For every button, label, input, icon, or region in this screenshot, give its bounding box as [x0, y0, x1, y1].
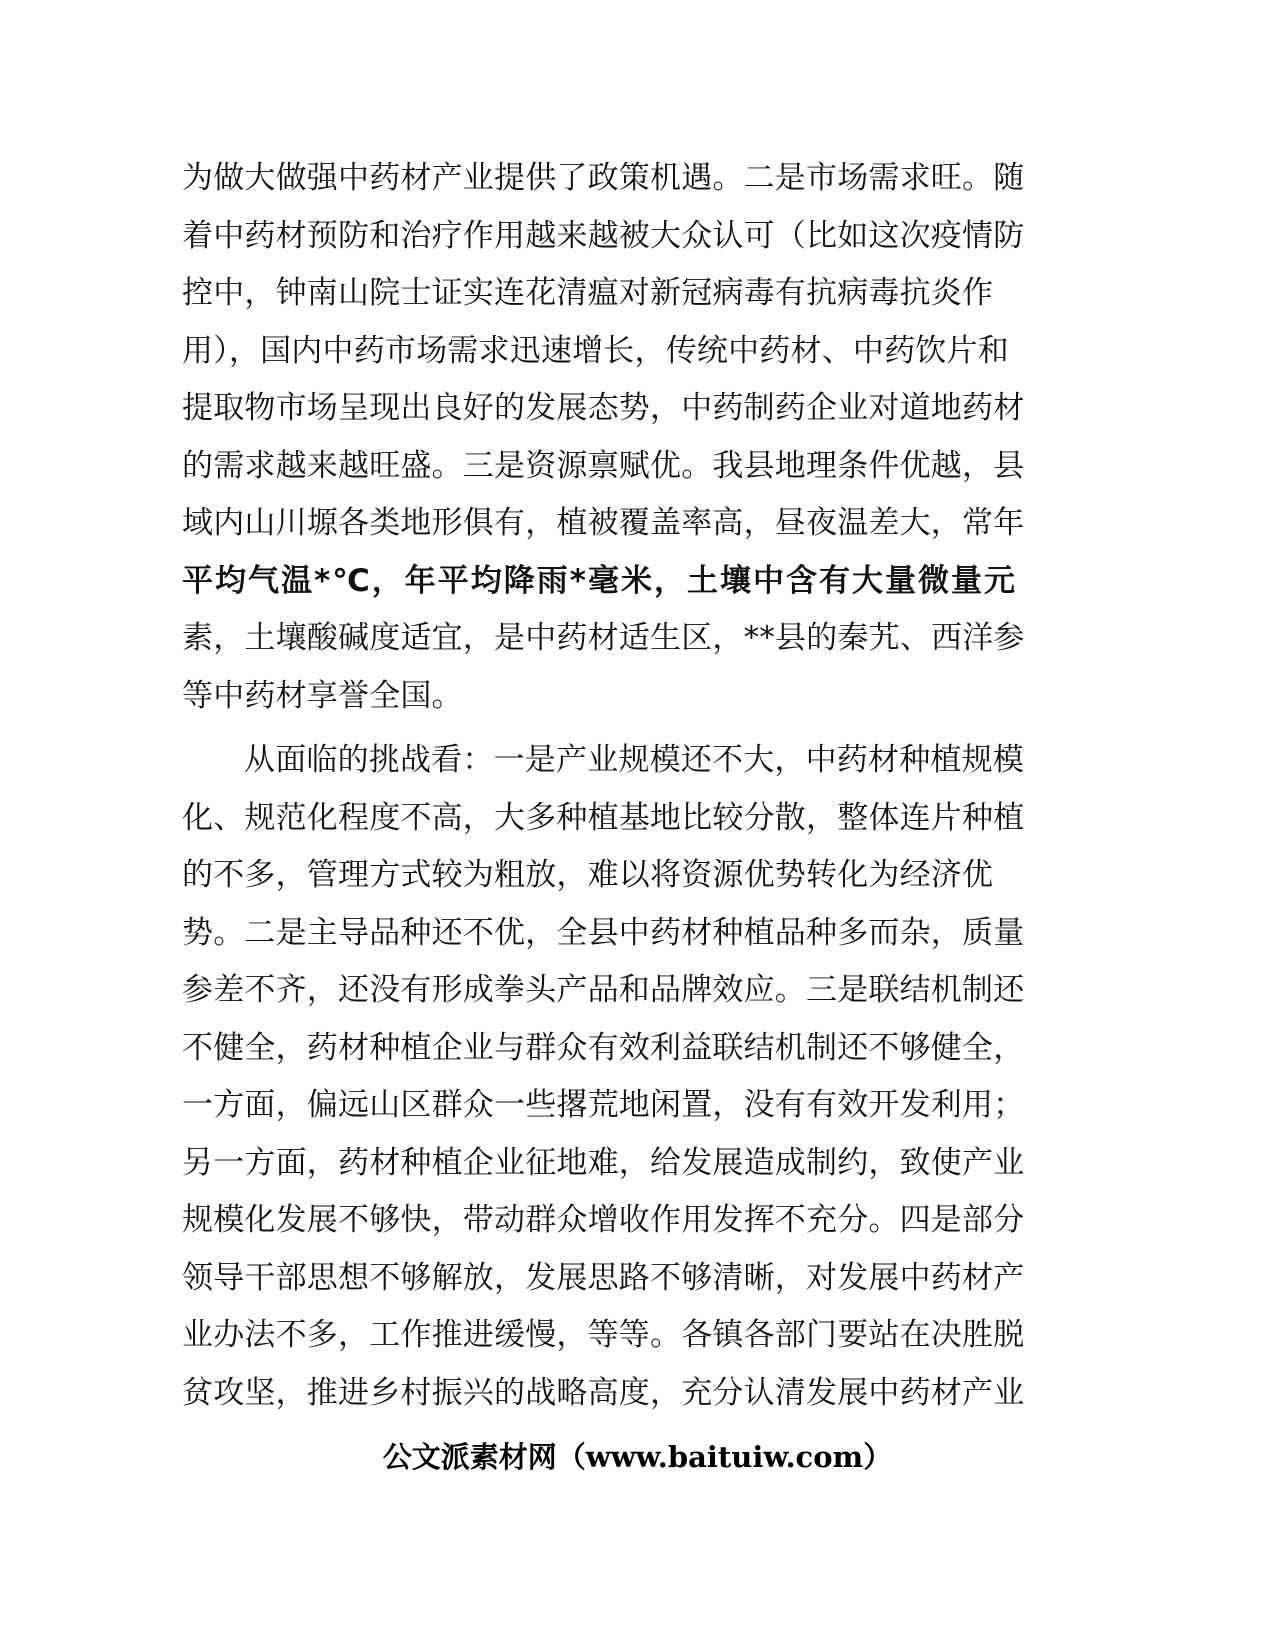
text-line: 的需求越来越旺盛。三是资源禀赋优。我县地理条件优越，县	[182, 447, 1025, 484]
text-line: 不健全，药材种植企业与群众有效利益联结机制还不够健全，	[182, 1029, 1025, 1066]
text-line: 为做大做强中药材产业提供了政策机遇。二是市场需求旺。随	[182, 160, 1025, 196]
paragraph	[182, 732, 1042, 1422]
text-line: 贫攻坚，推进乡村振兴的战略高度，充分认清发展中药材产业	[182, 1374, 1025, 1411]
text-line: 用），国内中药市场需求迅速增长，传统中药材、中药饮片和	[182, 332, 1009, 369]
text-line: 一方面，偏远山区群众一些撂荒地闲置，没有有效开发利用；	[182, 1087, 1025, 1123]
text-line: 势。二是主导品种还不优，全县中药材种植品种多而杂，质量	[182, 914, 1025, 951]
text-line: 另一方面，药材种植企业征地难，给发展造成制约，致使产业	[182, 1144, 1025, 1181]
text-line: 提取物市场呈现出良好的发展态势，中药制药企业对道地药材	[182, 390, 1025, 426]
text-line: 域内山川塬各类地形俱有，植被覆盖率高，昼夜温差大，常年	[182, 505, 1025, 541]
text-line: 化、规范化程度不高，大多种植基地比较分散，整体连片种植	[182, 799, 1025, 836]
footer-watermark: 公文派素材网（www.baituiw.com）	[382, 1440, 893, 1474]
text-line: 规模化发展不够快，带动群众增收作用发挥不充分。四是部分	[182, 1202, 1025, 1238]
text-line: 着中药材预防和治疗作用越来越被大众认可（比如这次疫情防	[182, 217, 1025, 254]
text-line: 参差不齐，还没有形成拳头产品和品牌效应。三是联结机制还	[182, 972, 1025, 1008]
text-line: 控中，钟南山院士证实连花清瘟对新冠病毒有抗病毒抗炎作	[182, 275, 994, 311]
text-line: 等中药材享誉全国。	[182, 677, 463, 714]
text-line: 的不多，管理方式较为粗放，难以将资源优势转化为经济优	[182, 857, 994, 893]
document-body	[182, 150, 1042, 1422]
text-line: 素，土壤酸碱度适宜，是中药材适生区，**县的秦艽、西洋参	[182, 620, 1025, 656]
text-line: 领导干部思想不够解放，发展思路不够清晰，对发展中药材产	[182, 1259, 1025, 1296]
text-line: 从面临的挑战看：一是产业规模还不大，中药材种植规模	[244, 742, 1024, 778]
text-line: 平均气温*℃，年平均降雨*毫米，土壤中含有大量微量元	[182, 562, 1017, 599]
paragraph	[182, 150, 1042, 725]
text-line: 业办法不多，工作推进缓慢，等等。各镇各部门要站在决胜脱	[182, 1317, 1025, 1353]
paragraph-gap	[182, 725, 1042, 732]
